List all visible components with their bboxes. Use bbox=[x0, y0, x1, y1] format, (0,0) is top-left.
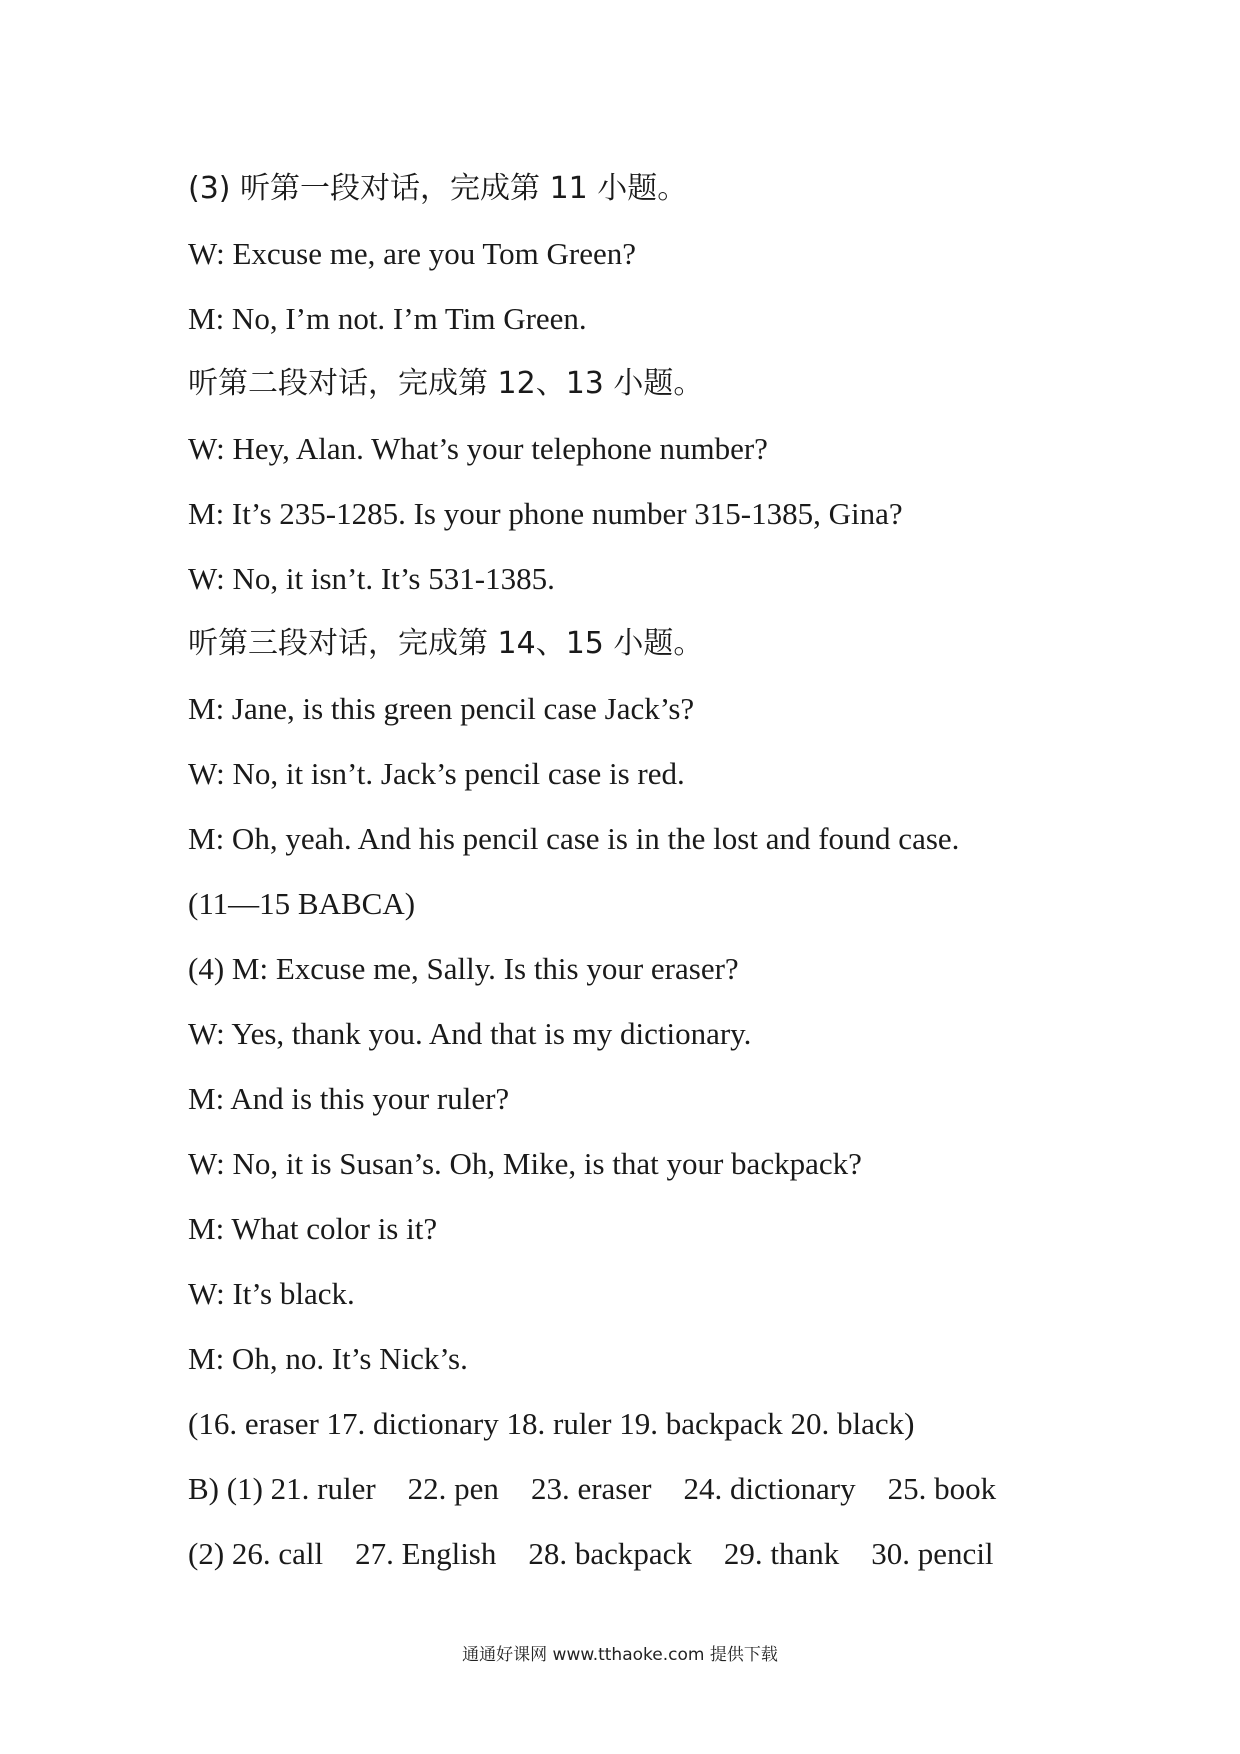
dialogue-line: W: It’s black. bbox=[188, 1276, 355, 1311]
answer-item: 28. backpack bbox=[528, 1536, 692, 1571]
dialogue-line: M: Jane, is this green pencil case Jack’s? bbox=[188, 691, 695, 726]
answer-key: (16. eraser 17. dictionary 18. ruler 19. backpack 20. black) bbox=[188, 1406, 915, 1441]
answer-item: 22. pen bbox=[407, 1471, 499, 1506]
dialogue-line: W: No, it isn’t. Jack’s pencil case is red. bbox=[188, 756, 685, 791]
dialogue-line: M: No, I’m not. I’m Tim Green. bbox=[188, 301, 587, 336]
section-heading: (3) 听第一段对话，完成第 11 小题。 bbox=[188, 171, 688, 206]
answer-item: 24. dictionary bbox=[683, 1471, 856, 1506]
answer-item: 27. English bbox=[355, 1536, 497, 1571]
answer-prefix: (2) 26. call bbox=[188, 1536, 324, 1571]
dialogue-line: M: And is this your ruler? bbox=[188, 1081, 510, 1116]
document-body bbox=[188, 156, 1188, 1586]
dialogue-line: M: It’s 235-1285. Is your phone number 315-1385, Gina? bbox=[188, 496, 903, 531]
answer-item: 23. eraser bbox=[530, 1471, 652, 1506]
dialogue-line: (4) M: Excuse me, Sally. Is this your eraser? bbox=[188, 951, 739, 986]
dialogue-line: W: Hey, Alan. What’s your telephone number? bbox=[188, 431, 768, 466]
dialogue-line: W: Yes, thank you. And that is my dictionary. bbox=[188, 1016, 752, 1051]
dialogue-line: M: What color is it? bbox=[188, 1211, 438, 1246]
answer-item: 30. pencil bbox=[871, 1536, 994, 1571]
dialogue-line: W: Excuse me, are you Tom Green? bbox=[188, 236, 637, 271]
dialogue-line: M: Oh, yeah. And his pencil case is in the lost and found case. bbox=[188, 821, 960, 856]
dialogue-line: M: Oh, no. It’s Nick’s. bbox=[188, 1341, 468, 1376]
section-heading: 听第三段对话，完成第 14、15 小题。 bbox=[188, 626, 704, 661]
answer-prefix: B) (1) 21. ruler bbox=[188, 1471, 376, 1506]
dialogue-line: W: No, it isn’t. It’s 531-1385. bbox=[188, 561, 555, 596]
footer-credit: 通通好课网 www.tthaoke.com 提供下载 bbox=[462, 1645, 778, 1665]
answer-row-b2 bbox=[188, 1521, 1188, 1586]
answer-key: (11—15 BABCA) bbox=[188, 886, 416, 921]
answer-item: 29. thank bbox=[723, 1536, 840, 1571]
answer-item: 25. book bbox=[887, 1471, 997, 1506]
section-heading: 听第二段对话，完成第 12、13 小题。 bbox=[188, 366, 704, 401]
dialogue-line: W: No, it is Susan’s. Oh, Mike, is that your backpack? bbox=[188, 1146, 862, 1181]
answer-row-b1 bbox=[188, 1456, 1188, 1521]
